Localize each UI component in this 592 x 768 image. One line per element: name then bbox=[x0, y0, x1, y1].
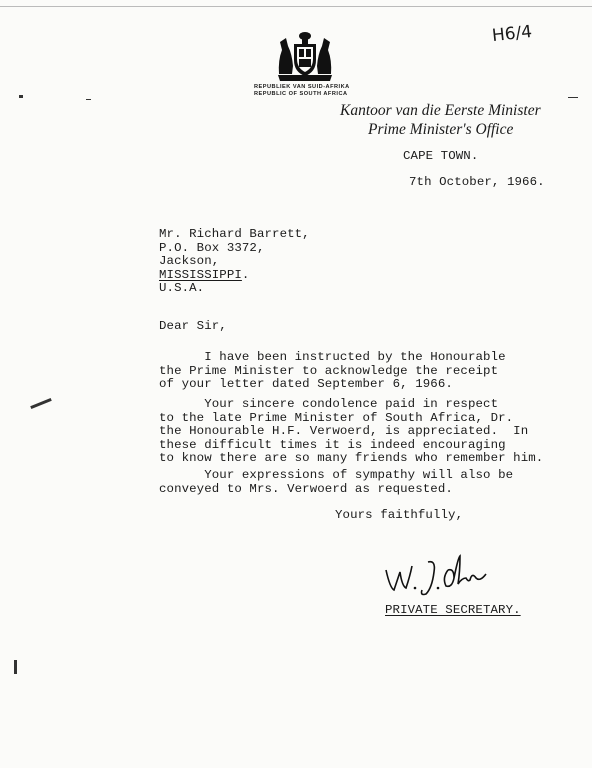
coat-of-arms-icon bbox=[274, 30, 336, 82]
recipient-state-line bbox=[159, 269, 310, 283]
paragraph-line: to the late Prime Minister of South Africa, Dr. bbox=[159, 410, 514, 425]
republic-english: REPUBLIC OF SOUTH AFRICA bbox=[254, 91, 348, 97]
paragraph-line: the Honourable H.F. Verwoerd, is appreciated. In bbox=[159, 424, 529, 439]
paragraph-line: conveyed to Mrs. Verwoerd as requested. bbox=[159, 481, 453, 496]
republic-afrikaans: REPUBLIEK VAN SUID-AFRIKA bbox=[254, 84, 350, 90]
salutation: Dear Sir, bbox=[159, 319, 227, 333]
scan-artifact bbox=[19, 95, 23, 98]
scan-artifact bbox=[14, 660, 17, 674]
file-mark: H6/4 bbox=[491, 21, 534, 47]
recipient-address bbox=[159, 228, 310, 296]
date: 7th October, 1966. bbox=[409, 175, 545, 189]
scan-artifact bbox=[30, 398, 52, 409]
office-english: Prime Minister's Office bbox=[368, 121, 514, 138]
paragraph-line: to know there are so many friends who remember him. bbox=[159, 451, 544, 466]
recipient-city: Jackson, bbox=[159, 254, 220, 269]
scan-artifact bbox=[568, 97, 578, 98]
place: CAPE TOWN. bbox=[403, 149, 479, 163]
paragraph-2 bbox=[159, 398, 543, 466]
recipient-name: Mr. Richard Barrett, bbox=[159, 227, 310, 241]
paragraph-line: I have been instructed by the Honourable bbox=[159, 350, 506, 364]
recipient-state: MISSISSIPPI bbox=[159, 267, 242, 282]
paragraph-line: Your sincere condolence paid in respect bbox=[159, 397, 499, 411]
paragraph-line: of your letter dated September 6, 1966. bbox=[159, 377, 453, 392]
signature-icon bbox=[382, 548, 492, 598]
scan-artifact bbox=[0, 6, 592, 7]
office-afrikaans: Kantoor van die Eerste Minister bbox=[340, 102, 541, 119]
paragraph-line: the Prime Minister to acknowledge the receipt bbox=[159, 363, 499, 378]
signatory-title: PRIVATE SECRETARY. bbox=[385, 603, 521, 617]
scan-artifact bbox=[86, 99, 91, 100]
paragraph-3 bbox=[159, 469, 513, 496]
recipient-box: P.O. Box 3372, bbox=[159, 240, 265, 255]
recipient-state-punct: . bbox=[241, 267, 250, 282]
closing: Yours faithfully, bbox=[335, 508, 464, 522]
paragraph-line: Your expressions of sympathy will also be bbox=[159, 468, 514, 482]
paragraph-1 bbox=[159, 351, 506, 392]
recipient-country: U.S.A. bbox=[159, 281, 205, 296]
paragraph-line: these difficult times it is indeed encouraging bbox=[159, 437, 506, 452]
